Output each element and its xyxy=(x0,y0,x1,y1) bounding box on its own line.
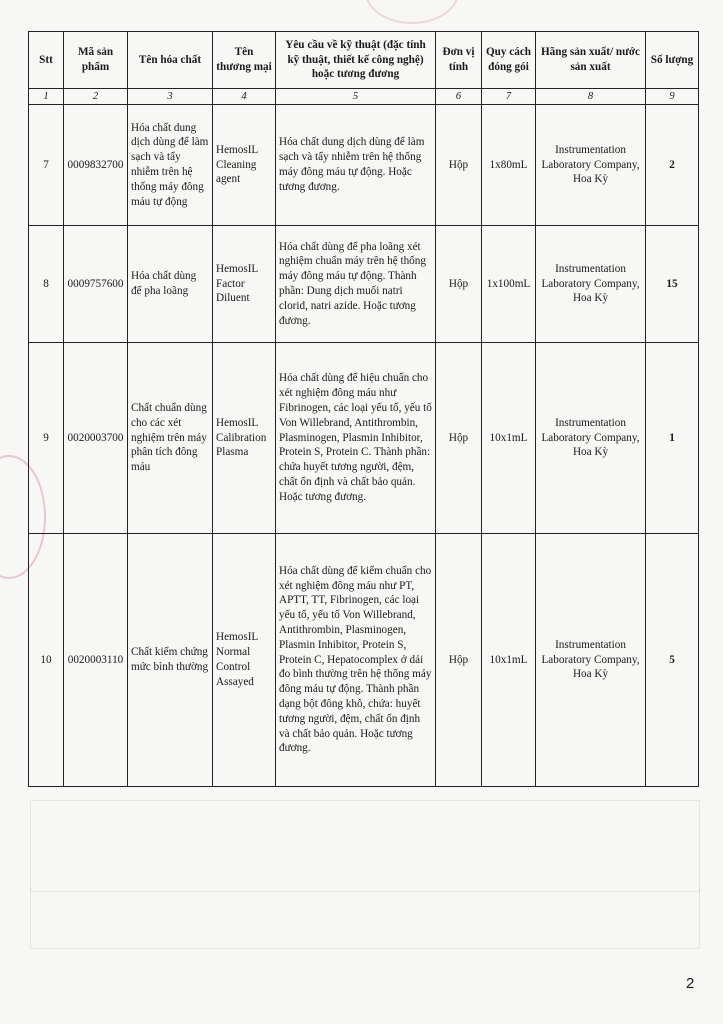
cell-stt: 9 xyxy=(29,343,64,534)
column-number: 2 xyxy=(64,89,128,105)
header-trade-name: Tên thương mại xyxy=(213,32,276,89)
cell-product-code: 0020003700 xyxy=(64,343,128,534)
header-row xyxy=(29,32,699,89)
cell-trade-name: HemosIL Factor Diluent xyxy=(213,226,276,343)
cell-product-code: 0020003110 xyxy=(64,534,128,787)
bleed-through-lines xyxy=(30,800,700,892)
column-number: 5 xyxy=(276,89,436,105)
cell-manufacturer: Instrumentation Laboratory Company, Hoa Kỳ xyxy=(536,343,646,534)
header-technical-spec: Yêu cầu về kỹ thuật (đặc tính kỹ thuật, thiết kế công nghệ) hoặc tương đương xyxy=(276,32,436,89)
cell-chemical-name: Chất chuẩn dùng cho các xét nghiệm trên máy phân tích đông máu xyxy=(128,343,213,534)
column-number: 7 xyxy=(482,89,536,105)
cell-packaging: 1x80mL xyxy=(482,105,536,226)
cell-technical-spec: Hóa chất dùng để hiệu chuẩn cho xét nghiệm đông máu như Fibrinogen, các loại yếu tố, yếu tố Von Willebrand, Antithrombin, Plasminogen, Plasmin Inhibitor, Protein S, Protein C. Thành phần: chứa huyết tương người, đệm, chất ổn định và chất bảo quản. Hoặc tương đương. xyxy=(276,343,436,534)
cell-stt: 7 xyxy=(29,105,64,226)
header-chemical-name: Tên hóa chất xyxy=(128,32,213,89)
cell-unit: Hộp xyxy=(436,226,482,343)
cell-packaging: 1x100mL xyxy=(482,226,536,343)
header-quantity: Số lượng xyxy=(646,32,699,89)
header-packaging: Quy cách đóng gói xyxy=(482,32,536,89)
cell-technical-spec: Hóa chất dung dịch dùng để làm sạch và tẩy nhiễm trên hệ thống máy đông máu tự động. Hoặc tương đương. xyxy=(276,105,436,226)
table-row xyxy=(29,534,699,787)
cell-unit: Hộp xyxy=(436,343,482,534)
cell-unit: Hộp xyxy=(436,534,482,787)
column-number: 1 xyxy=(29,89,64,105)
header-manufacturer: Hãng sản xuất/ nước sản xuất xyxy=(536,32,646,89)
header-product-code: Mã sản phẩm xyxy=(64,32,128,89)
cell-quantity: 1 xyxy=(646,343,699,534)
cell-chemical-name: Chất kiểm chứng mức bình thường xyxy=(128,534,213,787)
cell-packaging: 10x1mL xyxy=(482,343,536,534)
column-number: 9 xyxy=(646,89,699,105)
column-number-row xyxy=(29,89,699,105)
cell-chemical-name: Hóa chất dùng để pha loãng xyxy=(128,226,213,343)
header-unit: Đơn vị tính xyxy=(436,32,482,89)
cell-stt: 8 xyxy=(29,226,64,343)
cell-chemical-name: Hóa chất dung dịch dùng để làm sạch và tẩy nhiễm trên hệ thống máy đông máu tự động xyxy=(128,105,213,226)
chemical-products-table xyxy=(28,31,699,787)
bleed-through-lines xyxy=(30,888,700,949)
cell-stt: 10 xyxy=(29,534,64,787)
table-row xyxy=(29,226,699,343)
cell-trade-name: HemosIL Cleaning agent xyxy=(213,105,276,226)
cell-product-code: 0009757600 xyxy=(64,226,128,343)
table-row xyxy=(29,343,699,534)
cell-product-code: 0009832700 xyxy=(64,105,128,226)
cell-manufacturer: Instrumentation Laboratory Company, Hoa Kỳ xyxy=(536,534,646,787)
column-number: 6 xyxy=(436,89,482,105)
cell-technical-spec: Hóa chất dùng để pha loãng xét nghiệm chuẩn máy trên hệ thống máy đông máu tự động. Thành phần: Dung dịch muối natri clorid, natri azide. Hoặc tương đương. xyxy=(276,226,436,343)
cell-trade-name: HemosIL Normal Control Assayed xyxy=(213,534,276,787)
red-stamp-seal xyxy=(365,0,459,24)
column-number: 4 xyxy=(213,89,276,105)
cell-manufacturer: Instrumentation Laboratory Company, Hoa Kỳ xyxy=(536,226,646,343)
column-number: 8 xyxy=(536,89,646,105)
cell-quantity: 15 xyxy=(646,226,699,343)
cell-technical-spec: Hóa chất dùng để kiểm chuẩn cho xét nghiệm đông máu như PT, APTT, TT, Fibrinogen, các loại yếu tố, yếu tố Von Willebrand, Antithrombin, Plasminogen, Plasmin Inhibitor, Protein S, Protein C, Hepatocomplex ở dải đo bình thường trên hệ thống máy đông máu tự động. Thành phần dạng bột đông khô, chứa: huyết tương người, đệm, chất ổn định và chất bảo quản. Hoặc tương đương. xyxy=(276,534,436,787)
header-stt: Stt xyxy=(29,32,64,89)
cell-packaging: 10x1mL xyxy=(482,534,536,787)
column-number: 3 xyxy=(128,89,213,105)
cell-manufacturer: Instrumentation Laboratory Company, Hoa Kỳ xyxy=(536,105,646,226)
page-number: 2 xyxy=(686,975,695,992)
cell-quantity: 5 xyxy=(646,534,699,787)
cell-unit: Hộp xyxy=(436,105,482,226)
table-row xyxy=(29,105,699,226)
cell-trade-name: HemosIL Calibration Plasma xyxy=(213,343,276,534)
cell-quantity: 2 xyxy=(646,105,699,226)
